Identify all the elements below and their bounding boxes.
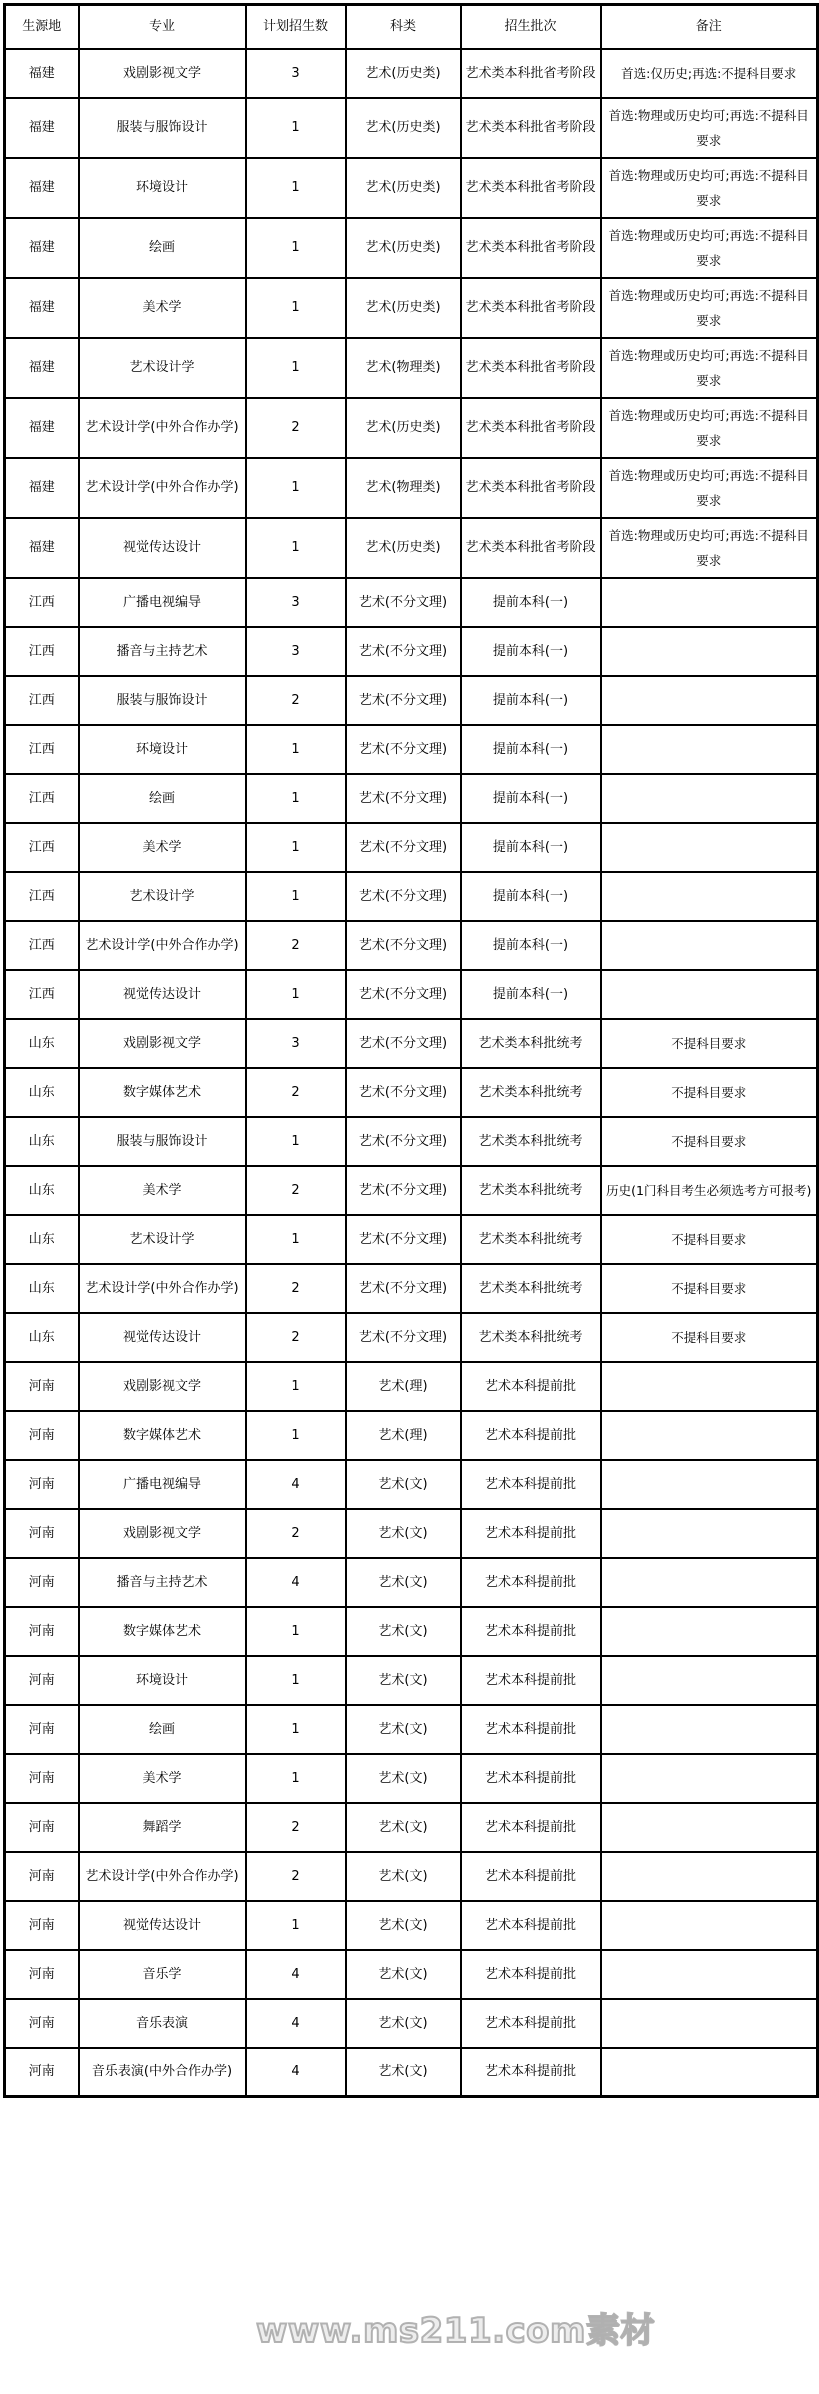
cell-major: 艺术设计学(中外合作办学) <box>79 398 246 458</box>
cell-category: 艺术(文) <box>346 1999 461 2048</box>
cell-category: 艺术(不分文理) <box>346 627 461 676</box>
cell-province: 河南 <box>5 2048 79 2097</box>
table-row <box>5 872 818 921</box>
cell-category: 艺术(文) <box>346 1852 461 1901</box>
cell-note: 首选:物理或历史均可;再选:不提科目要求 <box>601 98 818 158</box>
table-row <box>5 1558 818 1607</box>
cell-batch: 提前本科(一) <box>461 872 601 921</box>
cell-note: 不提科目要求 <box>601 1117 818 1166</box>
cell-note: 不提科目要求 <box>601 1264 818 1313</box>
cell-major: 广播电视编导 <box>79 578 246 627</box>
cell-note <box>601 1362 818 1411</box>
cell-batch: 艺术本科提前批 <box>461 1950 601 1999</box>
cell-quota: 1 <box>246 774 346 823</box>
cell-category: 艺术(不分文理) <box>346 774 461 823</box>
table-row <box>5 1166 818 1215</box>
cell-quota: 4 <box>246 1558 346 1607</box>
column-header-province: 生源地 <box>5 5 79 49</box>
cell-province: 山东 <box>5 1117 79 1166</box>
cell-province: 河南 <box>5 1460 79 1509</box>
table-row <box>5 1607 818 1656</box>
cell-major: 音乐表演 <box>79 1999 246 2048</box>
cell-batch: 艺术类本科批省考阶段 <box>461 158 601 218</box>
cell-note: 历史(1门科目考生必须选考方可报考) <box>601 1166 818 1215</box>
cell-batch: 艺术类本科批省考阶段 <box>461 518 601 578</box>
cell-province: 河南 <box>5 1803 79 1852</box>
cell-category: 艺术(文) <box>346 1705 461 1754</box>
table-row <box>5 1901 818 1950</box>
cell-province: 山东 <box>5 1019 79 1068</box>
cell-category: 艺术(历史类) <box>346 278 461 338</box>
cell-quota: 1 <box>246 98 346 158</box>
table-body <box>5 49 818 2097</box>
cell-category: 艺术(历史类) <box>346 98 461 158</box>
cell-province: 河南 <box>5 1607 79 1656</box>
table-row <box>5 676 818 725</box>
cell-batch: 艺术类本科批统考 <box>461 1019 601 1068</box>
cell-major: 戏剧影视文学 <box>79 1019 246 1068</box>
cell-quota: 1 <box>246 725 346 774</box>
cell-major: 播音与主持艺术 <box>79 1558 246 1607</box>
cell-major: 戏剧影视文学 <box>79 1509 246 1558</box>
table-row <box>5 1705 818 1754</box>
table-row <box>5 1264 818 1313</box>
cell-batch: 艺术本科提前批 <box>461 1607 601 1656</box>
table-row <box>5 725 818 774</box>
cell-province: 福建 <box>5 278 79 338</box>
cell-note <box>601 774 818 823</box>
cell-quota: 2 <box>246 1068 346 1117</box>
cell-batch: 提前本科(一) <box>461 627 601 676</box>
cell-note <box>601 1607 818 1656</box>
cell-note <box>601 1803 818 1852</box>
cell-batch: 艺术本科提前批 <box>461 1705 601 1754</box>
cell-province: 河南 <box>5 1362 79 1411</box>
cell-note: 首选:物理或历史均可;再选:不提科目要求 <box>601 278 818 338</box>
cell-quota: 3 <box>246 578 346 627</box>
cell-category: 艺术(历史类) <box>346 218 461 278</box>
table-row <box>5 458 818 518</box>
cell-province: 山东 <box>5 1068 79 1117</box>
cell-quota: 2 <box>246 398 346 458</box>
cell-quota: 1 <box>246 338 346 398</box>
cell-quota: 1 <box>246 872 346 921</box>
table-row <box>5 627 818 676</box>
cell-batch: 艺术本科提前批 <box>461 1803 601 1852</box>
cell-note: 首选:物理或历史均可;再选:不提科目要求 <box>601 218 818 278</box>
cell-major: 数字媒体艺术 <box>79 1607 246 1656</box>
table-row <box>5 518 818 578</box>
cell-category: 艺术(不分文理) <box>346 1019 461 1068</box>
cell-note <box>601 1460 818 1509</box>
table-row <box>5 578 818 627</box>
cell-batch: 提前本科(一) <box>461 725 601 774</box>
cell-quota: 1 <box>246 218 346 278</box>
cell-major: 视觉传达设计 <box>79 1313 246 1362</box>
cell-major: 艺术设计学(中外合作办学) <box>79 1852 246 1901</box>
cell-major: 数字媒体艺术 <box>79 1411 246 1460</box>
cell-quota: 3 <box>246 627 346 676</box>
cell-province: 江西 <box>5 872 79 921</box>
cell-category: 艺术(不分文理) <box>346 578 461 627</box>
cell-batch: 提前本科(一) <box>461 823 601 872</box>
cell-note <box>601 1950 818 1999</box>
cell-quota: 1 <box>246 1362 346 1411</box>
cell-note <box>601 970 818 1019</box>
cell-major: 环境设计 <box>79 1656 246 1705</box>
cell-note <box>601 1852 818 1901</box>
cell-major: 服装与服饰设计 <box>79 1117 246 1166</box>
cell-quota: 1 <box>246 1117 346 1166</box>
cell-quota: 4 <box>246 1460 346 1509</box>
cell-category: 艺术(文) <box>346 1509 461 1558</box>
cell-major: 舞蹈学 <box>79 1803 246 1852</box>
cell-note: 不提科目要求 <box>601 1019 818 1068</box>
cell-province: 福建 <box>5 158 79 218</box>
cell-province: 江西 <box>5 676 79 725</box>
cell-major: 艺术设计学(中外合作办学) <box>79 1264 246 1313</box>
table-row <box>5 774 818 823</box>
cell-batch: 艺术本科提前批 <box>461 1852 601 1901</box>
cell-province: 山东 <box>5 1166 79 1215</box>
cell-note <box>601 1754 818 1803</box>
table-row <box>5 218 818 278</box>
cell-quota: 2 <box>246 1509 346 1558</box>
cell-province: 江西 <box>5 578 79 627</box>
cell-province: 河南 <box>5 1411 79 1460</box>
cell-major: 视觉传达设计 <box>79 1901 246 1950</box>
cell-note: 不提科目要求 <box>601 1068 818 1117</box>
table-row <box>5 98 818 158</box>
cell-category: 艺术(不分文理) <box>346 823 461 872</box>
table-row <box>5 49 818 98</box>
watermark: www.ms211.com素材 <box>256 2311 655 2351</box>
cell-major: 视觉传达设计 <box>79 970 246 1019</box>
cell-province: 河南 <box>5 1950 79 1999</box>
cell-batch: 艺术本科提前批 <box>461 2048 601 2097</box>
cell-note <box>601 1999 818 2048</box>
cell-category: 艺术(不分文理) <box>346 1117 461 1166</box>
cell-category: 艺术(历史类) <box>346 398 461 458</box>
cell-quota: 2 <box>246 1264 346 1313</box>
cell-category: 艺术(不分文理) <box>346 676 461 725</box>
cell-category: 艺术(不分文理) <box>346 872 461 921</box>
table-row <box>5 1411 818 1460</box>
column-header-batch: 招生批次 <box>461 5 601 49</box>
cell-province: 河南 <box>5 1656 79 1705</box>
cell-note <box>601 578 818 627</box>
header-row <box>5 5 818 49</box>
table-row <box>5 1019 818 1068</box>
cell-major: 艺术设计学 <box>79 872 246 921</box>
table-row <box>5 1950 818 1999</box>
cell-major: 视觉传达设计 <box>79 518 246 578</box>
cell-quota: 1 <box>246 1607 346 1656</box>
table-row <box>5 1803 818 1852</box>
cell-province: 江西 <box>5 725 79 774</box>
cell-category: 艺术(不分文理) <box>346 921 461 970</box>
cell-batch: 艺术本科提前批 <box>461 1558 601 1607</box>
table-row <box>5 1656 818 1705</box>
table-row <box>5 1754 818 1803</box>
table-row <box>5 398 818 458</box>
cell-quota: 2 <box>246 1313 346 1362</box>
cell-quota: 1 <box>246 1754 346 1803</box>
cell-major: 绘画 <box>79 774 246 823</box>
cell-category: 艺术(历史类) <box>346 158 461 218</box>
cell-batch: 艺术本科提前批 <box>461 1754 601 1803</box>
cell-major: 艺术设计学(中外合作办学) <box>79 458 246 518</box>
table-row <box>5 921 818 970</box>
cell-note <box>601 627 818 676</box>
cell-quota: 1 <box>246 1901 346 1950</box>
cell-province: 河南 <box>5 1852 79 1901</box>
table-row <box>5 970 818 1019</box>
cell-note <box>601 2048 818 2097</box>
cell-category: 艺术(文) <box>346 1950 461 1999</box>
cell-category: 艺术(不分文理) <box>346 1264 461 1313</box>
column-header-category: 科类 <box>346 5 461 49</box>
cell-category: 艺术(文) <box>346 1901 461 1950</box>
cell-batch: 艺术类本科批统考 <box>461 1068 601 1117</box>
cell-province: 福建 <box>5 98 79 158</box>
cell-province: 山东 <box>5 1215 79 1264</box>
cell-province: 江西 <box>5 774 79 823</box>
cell-major: 戏剧影视文学 <box>79 49 246 98</box>
cell-quota: 1 <box>246 278 346 338</box>
cell-quota: 2 <box>246 1852 346 1901</box>
cell-major: 数字媒体艺术 <box>79 1068 246 1117</box>
cell-major: 广播电视编导 <box>79 1460 246 1509</box>
cell-batch: 艺术类本科批省考阶段 <box>461 98 601 158</box>
cell-category: 艺术(理) <box>346 1362 461 1411</box>
cell-major: 环境设计 <box>79 158 246 218</box>
cell-category: 艺术(文) <box>346 1607 461 1656</box>
cell-major: 环境设计 <box>79 725 246 774</box>
cell-province: 河南 <box>5 1901 79 1950</box>
cell-category: 艺术(文) <box>346 1656 461 1705</box>
cell-quota: 4 <box>246 1999 346 2048</box>
cell-note <box>601 872 818 921</box>
table-header <box>5 5 818 49</box>
cell-quota: 1 <box>246 1411 346 1460</box>
cell-batch: 艺术类本科批省考阶段 <box>461 398 601 458</box>
cell-quota: 4 <box>246 1950 346 1999</box>
cell-quota: 1 <box>246 1215 346 1264</box>
cell-category: 艺术(不分文理) <box>346 1313 461 1362</box>
cell-quota: 1 <box>246 158 346 218</box>
cell-note <box>601 1705 818 1754</box>
table-row <box>5 1852 818 1901</box>
cell-batch: 艺术类本科批统考 <box>461 1215 601 1264</box>
cell-province: 江西 <box>5 921 79 970</box>
cell-note: 首选:物理或历史均可;再选:不提科目要求 <box>601 158 818 218</box>
cell-batch: 艺术类本科批省考阶段 <box>461 338 601 398</box>
cell-quota: 1 <box>246 970 346 1019</box>
cell-category: 艺术(文) <box>346 1803 461 1852</box>
cell-province: 福建 <box>5 338 79 398</box>
cell-major: 戏剧影视文学 <box>79 1362 246 1411</box>
cell-note <box>601 823 818 872</box>
cell-major: 播音与主持艺术 <box>79 627 246 676</box>
cell-category: 艺术(不分文理) <box>346 1166 461 1215</box>
column-header-note: 备注 <box>601 5 818 49</box>
cell-batch: 艺术本科提前批 <box>461 1411 601 1460</box>
cell-quota: 2 <box>246 1803 346 1852</box>
cell-batch: 提前本科(一) <box>461 921 601 970</box>
table-row <box>5 1068 818 1117</box>
cell-quota: 1 <box>246 518 346 578</box>
cell-major: 艺术设计学 <box>79 338 246 398</box>
cell-batch: 艺术类本科批统考 <box>461 1264 601 1313</box>
cell-category: 艺术(不分文理) <box>346 1068 461 1117</box>
cell-province: 河南 <box>5 1558 79 1607</box>
table-row <box>5 1999 818 2048</box>
table-row <box>5 1509 818 1558</box>
cell-major: 绘画 <box>79 1705 246 1754</box>
cell-quota: 2 <box>246 676 346 725</box>
cell-major: 美术学 <box>79 823 246 872</box>
column-header-major: 专业 <box>79 5 246 49</box>
cell-category: 艺术(不分文理) <box>346 970 461 1019</box>
cell-category: 艺术(历史类) <box>346 49 461 98</box>
table-row <box>5 278 818 338</box>
cell-province: 河南 <box>5 1999 79 2048</box>
cell-note: 首选:物理或历史均可;再选:不提科目要求 <box>601 518 818 578</box>
cell-note <box>601 1656 818 1705</box>
cell-batch: 艺术类本科批省考阶段 <box>461 49 601 98</box>
cell-batch: 艺术本科提前批 <box>461 1460 601 1509</box>
cell-note <box>601 1509 818 1558</box>
cell-batch: 提前本科(一) <box>461 578 601 627</box>
cell-note: 首选:物理或历史均可;再选:不提科目要求 <box>601 338 818 398</box>
cell-category: 艺术(物理类) <box>346 338 461 398</box>
cell-quota: 3 <box>246 49 346 98</box>
cell-batch: 艺术类本科批省考阶段 <box>461 218 601 278</box>
cell-batch: 艺术类本科批省考阶段 <box>461 458 601 518</box>
table-row <box>5 2048 818 2097</box>
cell-note: 不提科目要求 <box>601 1215 818 1264</box>
cell-note: 首选:物理或历史均可;再选:不提科目要求 <box>601 458 818 518</box>
cell-category: 艺术(历史类) <box>346 518 461 578</box>
cell-note: 首选:物理或历史均可;再选:不提科目要求 <box>601 398 818 458</box>
cell-batch: 艺术类本科批统考 <box>461 1313 601 1362</box>
cell-category: 艺术(不分文理) <box>346 1215 461 1264</box>
cell-batch: 艺术类本科批统考 <box>461 1166 601 1215</box>
table-row <box>5 823 818 872</box>
cell-category: 艺术(物理类) <box>346 458 461 518</box>
admission-plan-table <box>3 3 819 2098</box>
cell-batch: 艺术类本科批省考阶段 <box>461 278 601 338</box>
table-row <box>5 1215 818 1264</box>
cell-note: 首选:仅历史;再选:不提科目要求 <box>601 49 818 98</box>
table-row <box>5 1362 818 1411</box>
cell-province: 江西 <box>5 627 79 676</box>
cell-batch: 艺术类本科批统考 <box>461 1117 601 1166</box>
cell-province: 福建 <box>5 458 79 518</box>
cell-quota: 2 <box>246 921 346 970</box>
cell-province: 山东 <box>5 1264 79 1313</box>
cell-batch: 提前本科(一) <box>461 676 601 725</box>
cell-note: 不提科目要求 <box>601 1313 818 1362</box>
cell-quota: 4 <box>246 2048 346 2097</box>
cell-quota: 1 <box>246 458 346 518</box>
cell-category: 艺术(文) <box>346 1460 461 1509</box>
cell-province: 江西 <box>5 823 79 872</box>
cell-quota: 1 <box>246 1656 346 1705</box>
cell-note <box>601 1558 818 1607</box>
cell-batch: 艺术本科提前批 <box>461 1656 601 1705</box>
cell-major: 艺术设计学 <box>79 1215 246 1264</box>
cell-major: 服装与服饰设计 <box>79 676 246 725</box>
cell-note <box>601 725 818 774</box>
cell-batch: 艺术本科提前批 <box>461 1362 601 1411</box>
cell-quota: 2 <box>246 1166 346 1215</box>
table-row <box>5 338 818 398</box>
cell-major: 美术学 <box>79 1166 246 1215</box>
cell-category: 艺术(文) <box>346 1558 461 1607</box>
cell-quota: 1 <box>246 1705 346 1754</box>
cell-batch: 艺术本科提前批 <box>461 1901 601 1950</box>
cell-major: 艺术设计学(中外合作办学) <box>79 921 246 970</box>
cell-major: 服装与服饰设计 <box>79 98 246 158</box>
cell-province: 福建 <box>5 218 79 278</box>
cell-quota: 1 <box>246 823 346 872</box>
cell-province: 山东 <box>5 1313 79 1362</box>
cell-note <box>601 1901 818 1950</box>
cell-category: 艺术(不分文理) <box>346 725 461 774</box>
cell-province: 福建 <box>5 398 79 458</box>
cell-province: 河南 <box>5 1509 79 1558</box>
table-row <box>5 158 818 218</box>
cell-batch: 提前本科(一) <box>461 970 601 1019</box>
cell-batch: 提前本科(一) <box>461 774 601 823</box>
cell-category: 艺术(文) <box>346 1754 461 1803</box>
cell-note <box>601 921 818 970</box>
cell-major: 音乐学 <box>79 1950 246 1999</box>
cell-province: 河南 <box>5 1705 79 1754</box>
table-row <box>5 1460 818 1509</box>
cell-province: 福建 <box>5 518 79 578</box>
cell-major: 绘画 <box>79 218 246 278</box>
cell-batch: 艺术本科提前批 <box>461 1999 601 2048</box>
cell-province: 河南 <box>5 1754 79 1803</box>
cell-major: 音乐表演(中外合作办学) <box>79 2048 246 2097</box>
cell-category: 艺术(理) <box>346 1411 461 1460</box>
cell-note <box>601 1411 818 1460</box>
cell-major: 美术学 <box>79 1754 246 1803</box>
cell-note <box>601 676 818 725</box>
cell-batch: 艺术本科提前批 <box>461 1509 601 1558</box>
cell-province: 福建 <box>5 49 79 98</box>
cell-category: 艺术(文) <box>346 2048 461 2097</box>
table-row <box>5 1313 818 1362</box>
cell-province: 江西 <box>5 970 79 1019</box>
column-header-quota: 计划招生数 <box>246 5 346 49</box>
table-row <box>5 1117 818 1166</box>
cell-quota: 3 <box>246 1019 346 1068</box>
cell-major: 美术学 <box>79 278 246 338</box>
